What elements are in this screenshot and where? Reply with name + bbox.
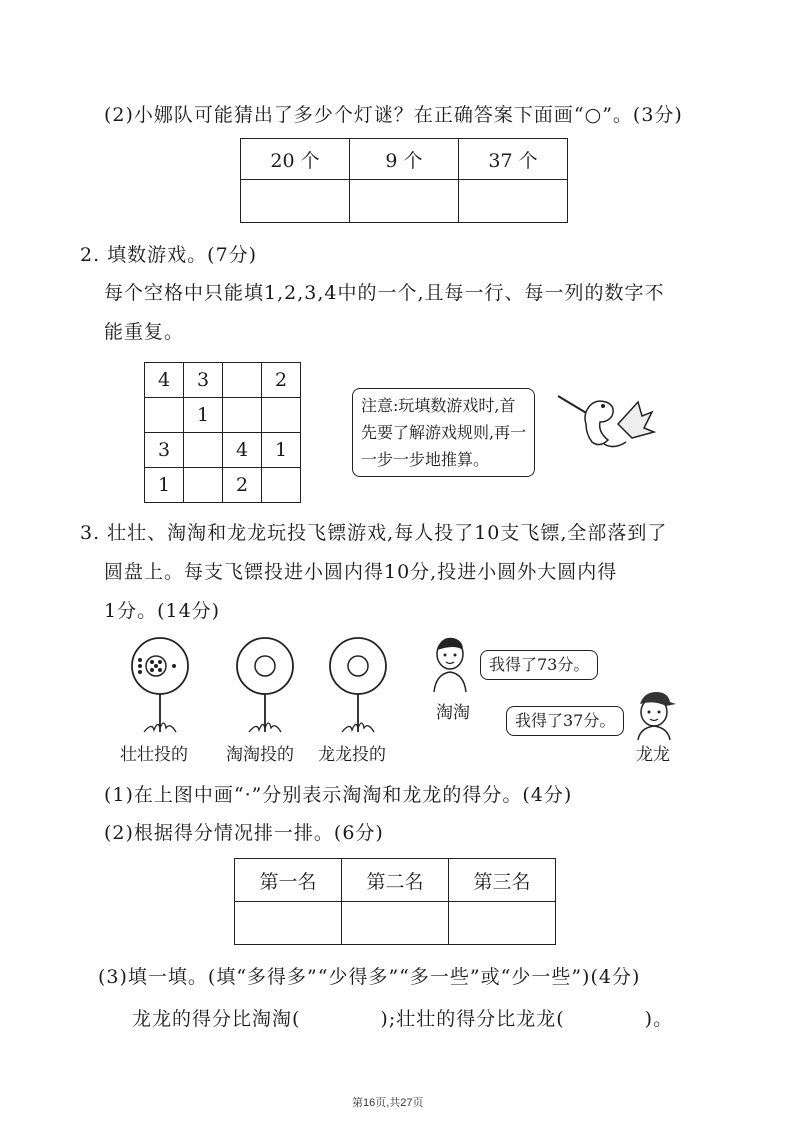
- grid-cell[interactable]: [223, 363, 262, 398]
- target-label-longlong: 龙龙投的: [318, 745, 386, 765]
- answer-cell[interactable]: [241, 180, 350, 223]
- note-line: 注意:玩填数游戏时,首: [361, 396, 516, 415]
- answer-cell[interactable]: [350, 180, 459, 223]
- grid-cell: 2: [223, 468, 262, 503]
- taotao-speech-bubble: 我得了73分。: [480, 650, 598, 680]
- sudoku-grid: [144, 362, 301, 503]
- grid-cell[interactable]: [184, 468, 223, 503]
- grid-cell: 4: [223, 433, 262, 468]
- longlong-name: 龙龙: [636, 745, 670, 765]
- page-footer: 第16页,共27页: [352, 1097, 424, 1109]
- longlong-avatar: [632, 690, 676, 740]
- answer-part-a: 龙龙的得分比淘淘(: [132, 1008, 301, 1030]
- grid-cell[interactable]: [262, 468, 301, 503]
- q1-answer-table: [240, 138, 568, 223]
- grid-cell[interactable]: [145, 398, 184, 433]
- q3-sub2: (2)根据得分情况排一排。(6分): [104, 822, 384, 844]
- option-cell: 20 个: [241, 139, 350, 180]
- answer-part-c: )。: [644, 1008, 674, 1030]
- note-bubble: [352, 388, 535, 477]
- q3-sub1: (1)在上图中画“·”分别表示淘淘和龙龙的得分。(4分): [104, 784, 573, 806]
- note-line: 一步一步地推算。: [361, 450, 490, 469]
- rank-answer-cell[interactable]: [235, 902, 342, 945]
- dinosaur-illustration: [548, 384, 658, 464]
- rank-answer-cell[interactable]: [449, 902, 556, 945]
- grid-cell: 1: [184, 398, 223, 433]
- answer-part-b: );壮壮的得分比龙龙(: [380, 1008, 565, 1030]
- rank-answer-cell[interactable]: [342, 902, 449, 945]
- grid-cell[interactable]: [262, 398, 301, 433]
- q3-sub3: (3)填一填。(填“多得多”“少得多”“多一些”或“少一些”)(4分): [98, 966, 641, 988]
- board-longlong: [330, 638, 386, 732]
- target-label-zhuangzhuang: 壮壮投的: [120, 745, 188, 765]
- board-taotao: [237, 638, 293, 732]
- target-label-taotao: 淘淘投的: [226, 745, 294, 765]
- q3-line1: 3. 壮壮、淘淘和龙龙玩投飞镖游戏,每人投了10支飞镖,全部落到了: [80, 522, 668, 544]
- rank-header: 第一名: [235, 859, 342, 902]
- option-cell: 37 个: [459, 139, 568, 180]
- q1-part2-text: (2)小娜队可能猜出了多少个灯谜？在正确答案下面画“○”。(3分): [104, 104, 683, 126]
- dart-boards: [120, 636, 410, 740]
- option-cell: 9 个: [350, 139, 459, 180]
- rank-header: 第三名: [449, 859, 556, 902]
- rank-header: 第二名: [342, 859, 449, 902]
- board-zhuangzhuang: [132, 638, 188, 732]
- taotao-avatar: [430, 636, 474, 692]
- taotao-name: 淘淘: [436, 703, 470, 723]
- longlong-speech-bubble: 我得了37分。: [506, 706, 624, 736]
- q3-sub3-answer: [132, 1004, 673, 1031]
- q2-title: 2. 填数游戏。(7分): [80, 244, 258, 266]
- grid-cell: 3: [184, 363, 223, 398]
- grid-cell[interactable]: [223, 398, 262, 433]
- note-line: 先要了解游戏规则,再一: [361, 423, 527, 442]
- grid-cell: 4: [145, 363, 184, 398]
- grid-cell: 3: [145, 433, 184, 468]
- grid-cell[interactable]: [184, 433, 223, 468]
- answer-cell[interactable]: [459, 180, 568, 223]
- q3-line3: 1分。(14分): [104, 600, 221, 622]
- q2-desc-line1: 每个空格中只能填1,2,3,4中的一个,且每一行、每一列的数字不: [104, 282, 665, 304]
- ranking-table: [234, 858, 556, 945]
- grid-cell: 2: [262, 363, 301, 398]
- grid-cell: 1: [262, 433, 301, 468]
- q2-desc-line2: 能重复。: [104, 321, 185, 343]
- q3-line2: 圆盘上。每支飞镖投进小圆内得10分,投进小圆外大圆内得: [104, 561, 618, 583]
- grid-cell: 1: [145, 468, 184, 503]
